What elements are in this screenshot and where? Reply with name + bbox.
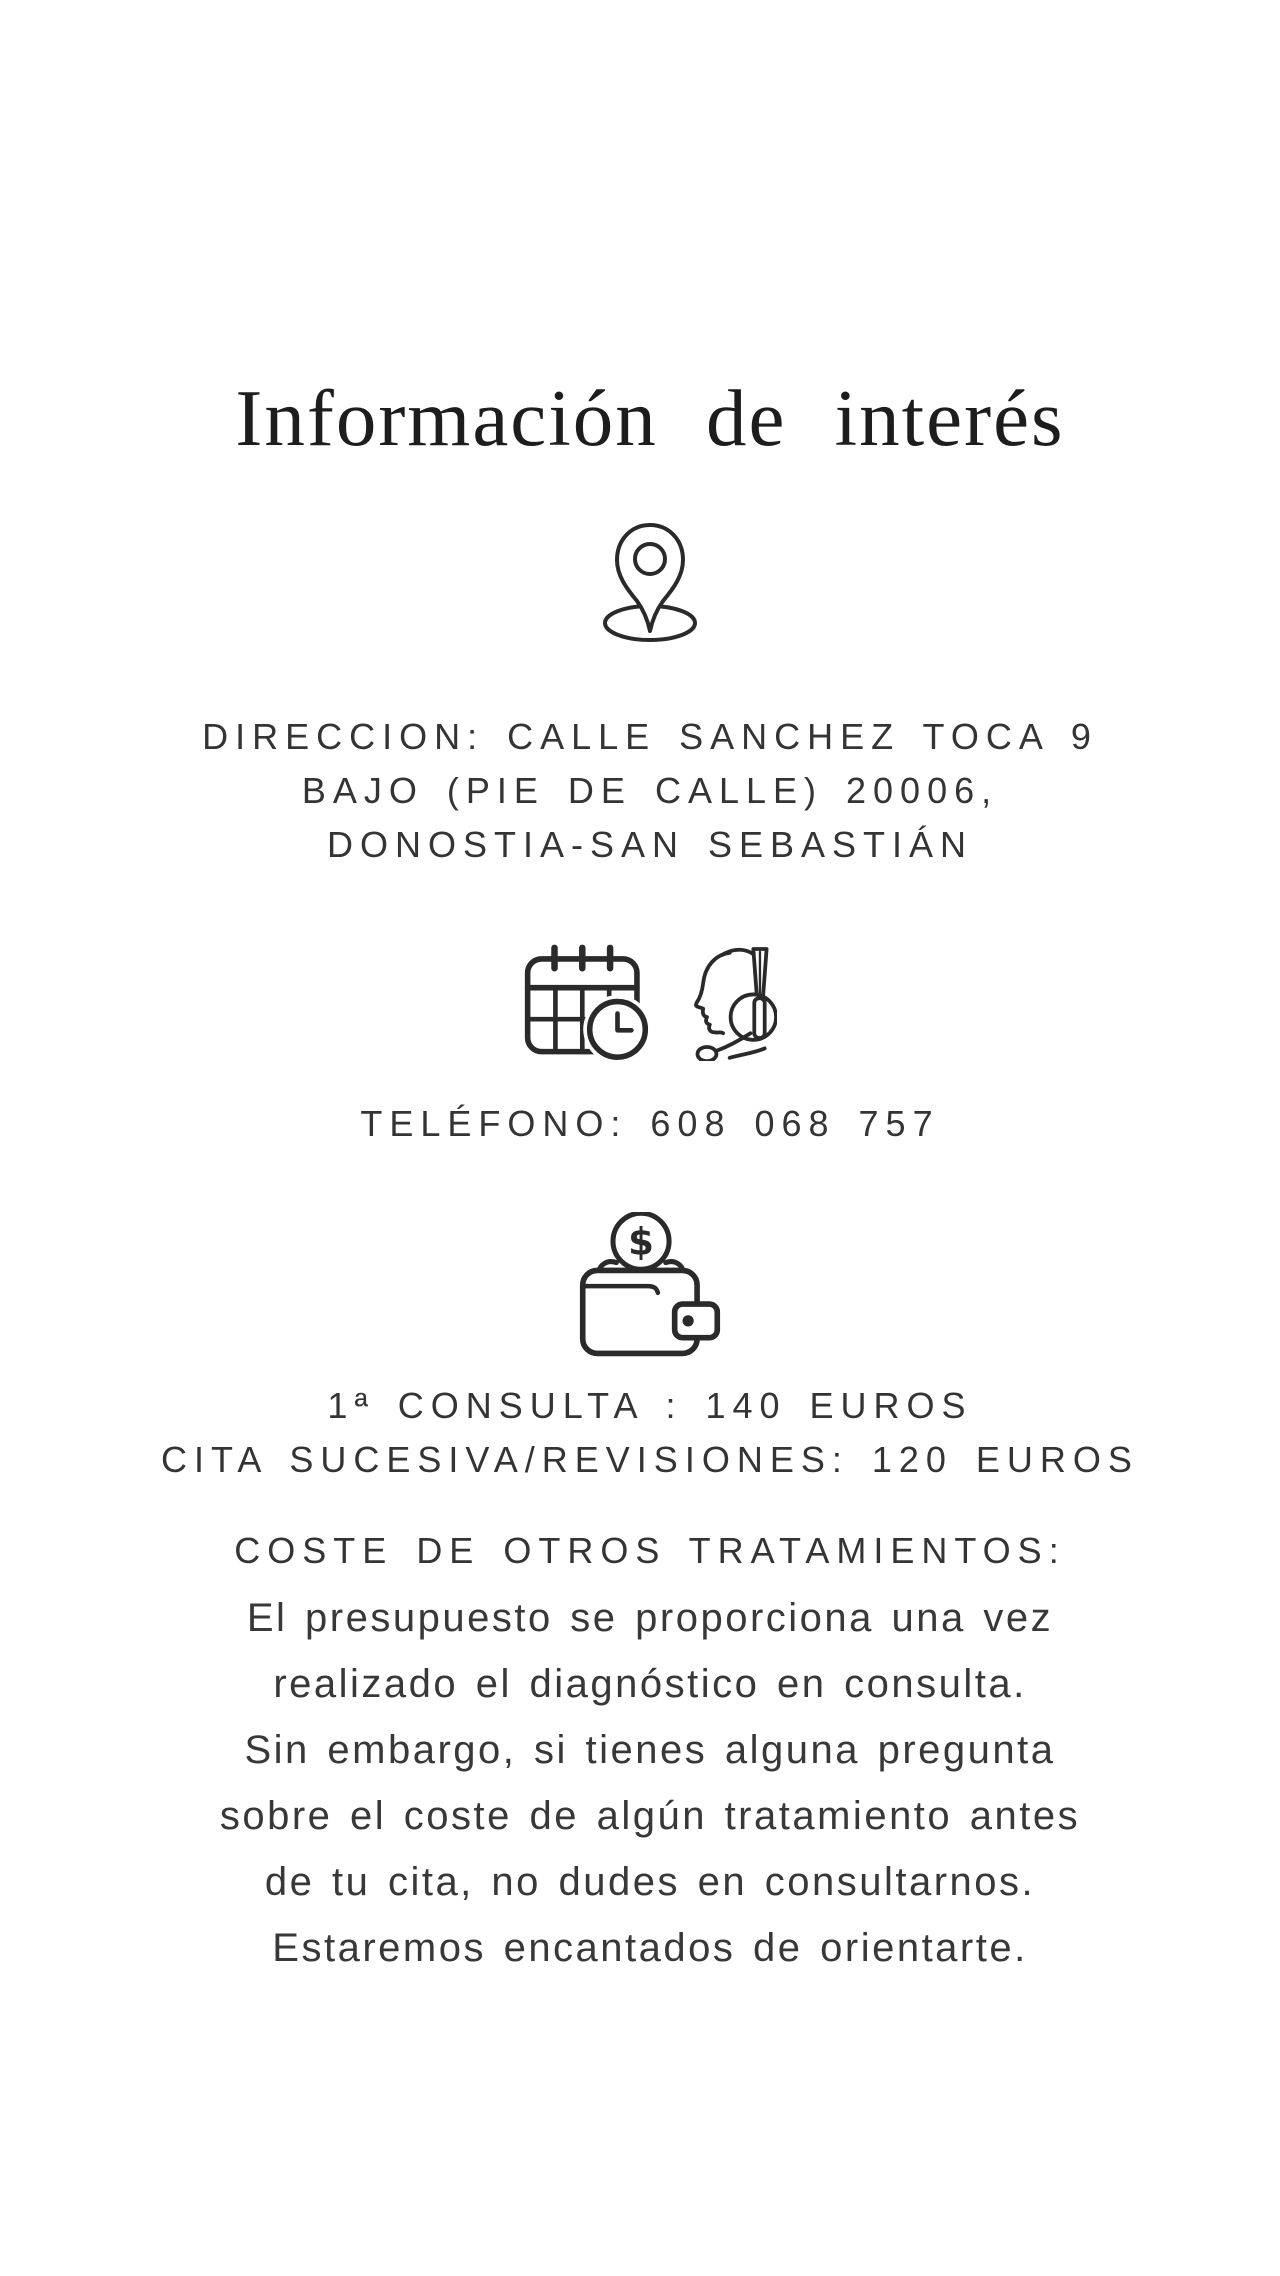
pricing-icon-wrap: [20, 1212, 1280, 1360]
pricing-line-follow-up: CITA SUCESIVA/REVISIONES: 120 EUROS: [161, 1439, 1139, 1480]
calendar-clock-icon: [523, 944, 649, 1061]
phone-label: TELÉFONO: 608 068 757: [360, 1103, 940, 1144]
address-line: DIRECCION: CALLE SANCHEZ TOCA 9: [202, 716, 1098, 757]
wallet-coin-icon: [576, 1212, 724, 1358]
content-column: [20, 373, 1280, 1981]
paragraph-line: Sin embargo, si tienes alguna pregunta: [244, 1728, 1056, 1772]
location-pin-icon: [591, 520, 709, 644]
address-line: BAJO (PIE DE CALLE) 20006,: [301, 770, 999, 811]
dollar-sign-glyph: $: [628, 1220, 654, 1264]
contact-icons-row: [20, 936, 1280, 1061]
pricing-line-first-visit: 1ª CONSULTA : 140 EUROS: [327, 1385, 973, 1426]
address-block: [20, 710, 1280, 872]
paragraph-line: de tu cita, no dudes en consultarnos.: [264, 1860, 1036, 1904]
paragraph-line: El presupuesto se proporciona una vez: [246, 1596, 1054, 1640]
paragraph-line: realizado el diagnóstico en consulta.: [273, 1662, 1027, 1706]
headset-agent-icon: [671, 943, 777, 1061]
pricing-block: [20, 1379, 1280, 1487]
other-costs-heading: COSTE DE OTROS TRATAMIENTOS:: [234, 1530, 1066, 1571]
paragraph-line: Estaremos encantados de orientarte.: [272, 1926, 1028, 1970]
page-title: Información de interés: [235, 373, 1065, 463]
address-line: DONOSTIA-SAN SEBASTIÁN: [326, 824, 974, 865]
other-costs-paragraph: [20, 1585, 1280, 1981]
address-icon-wrap: [20, 520, 1280, 644]
paragraph-line: sobre el coste de algún tratamiento antes: [219, 1794, 1081, 1838]
